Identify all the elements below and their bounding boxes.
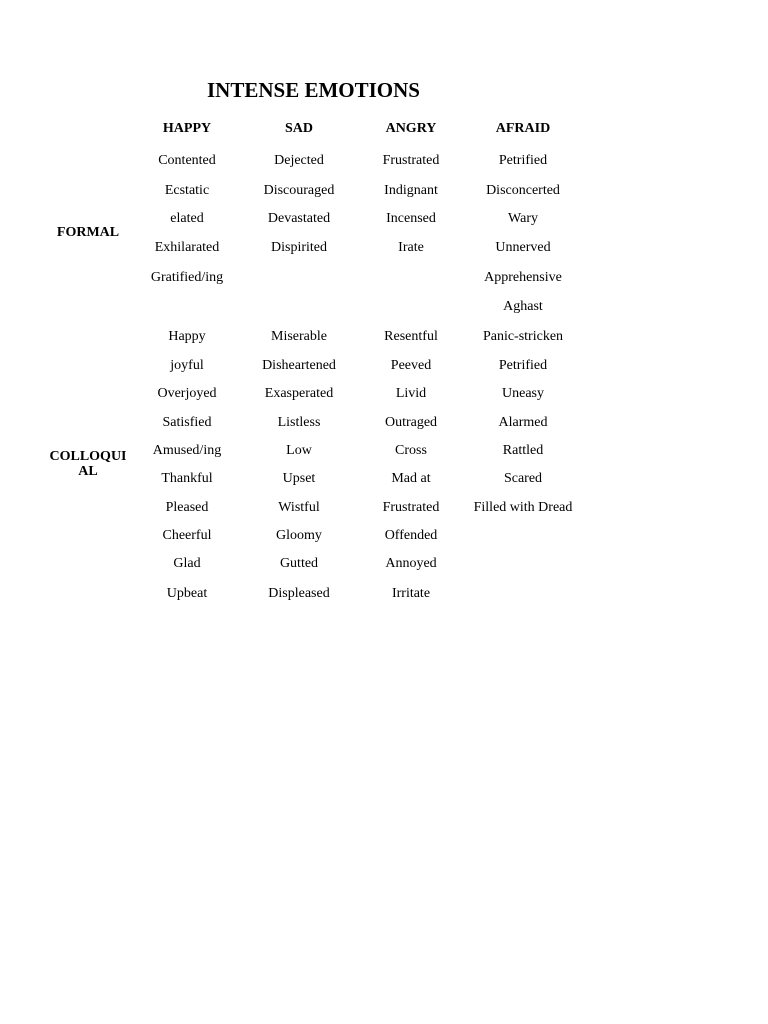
emotion-word-colloquial-happy: Glad [173,556,201,571]
emotion-word-formal-afraid: Aghast [503,299,543,314]
emotion-word-colloquial-sad: Gloomy [276,528,322,543]
emotion-word-colloquial-sad: Upset [282,471,316,486]
column-header-angry: ANGRY [385,121,437,136]
emotion-word-colloquial-sad: Wistful [278,500,320,515]
emotion-word-formal-sad: Discouraged [263,183,335,198]
emotion-word-colloquial-angry: Annoyed [385,556,437,571]
emotion-word-colloquial-afraid: Panic-stricken [482,329,564,344]
column-header-happy: HAPPY [162,121,212,136]
emotion-word-colloquial-angry: Mad at [391,471,431,486]
emotion-word-colloquial-sad: Disheartened [262,358,336,373]
emotion-word-formal-angry: Indignant [384,183,438,198]
emotion-word-colloquial-angry: Peeved [390,358,432,373]
emotion-word-colloquial-angry: Outraged [384,415,438,430]
emotion-word-colloquial-afraid: Scared [503,471,543,486]
emotion-word-formal-afraid: Apprehensive [484,270,562,285]
emotion-word-colloquial-angry: Frustrated [382,500,440,515]
emotion-word-formal-angry: Incensed [386,211,436,226]
emotion-word-formal-sad: Dispirited [271,240,327,255]
emotion-word-colloquial-sad: Miserable [271,329,327,344]
emotion-word-colloquial-sad: Low [286,443,312,458]
row-label-colloquial [44,449,132,479]
emotion-word-colloquial-afraid: Alarmed [498,415,548,430]
row-label-colloquial-line2: AL [78,464,98,479]
column-header-sad: SAD [284,121,313,136]
emotion-word-colloquial-afraid: Rattled [502,443,544,458]
emotion-word-colloquial-angry: Offended [384,528,438,543]
emotion-word-colloquial-angry: Irritate [391,586,431,601]
row-label-formal: FORMAL [56,225,120,240]
emotion-word-colloquial-sad: Exasperated [264,386,334,401]
emotion-word-formal-happy: Exhilarated [154,240,220,255]
emotion-word-formal-afraid: Unnerved [495,240,551,255]
emotion-word-formal-afraid: Disconcerted [486,183,560,198]
emotion-word-colloquial-angry: Livid [395,386,427,401]
emotion-word-colloquial-sad: Listless [277,415,321,430]
emotion-word-formal-sad: Dejected [274,153,324,168]
emotion-word-colloquial-happy: Amused/ing [152,443,222,458]
emotion-word-formal-happy: Gratified/ing [150,270,224,285]
emotion-word-colloquial-sad: Gutted [279,556,319,571]
emotion-word-formal-happy: elated [170,211,204,226]
document-title: INTENSE EMOTIONS [207,78,420,102]
emotion-word-colloquial-angry: Cross [395,443,427,458]
emotion-word-colloquial-happy: Satisfied [162,415,212,430]
column-header-afraid: AFRAID [495,121,551,136]
emotion-word-formal-happy: Ecstatic [164,183,210,198]
emotion-word-colloquial-sad: Displeased [268,586,330,601]
emotion-word-colloquial-happy: Thankful [161,471,213,486]
emotion-word-colloquial-happy: joyful [170,358,204,373]
emotion-word-colloquial-happy: Overjoyed [157,386,217,401]
emotion-word-colloquial-happy: Pleased [165,500,209,515]
emotion-word-colloquial-happy: Happy [168,329,206,344]
emotion-word-colloquial-afraid: Uneasy [502,386,544,401]
emotion-word-formal-angry: Frustrated [382,153,440,168]
emotion-word-formal-afraid: Petrified [498,153,548,168]
emotion-word-colloquial-angry: Resentful [384,329,438,344]
emotion-word-colloquial-afraid: Petrified [498,358,548,373]
emotion-word-formal-afraid: Wary [508,211,538,226]
row-label-colloquial-line1: COLLOQUI [49,449,127,464]
emotion-word-colloquial-afraid: Filled with Dread [473,500,573,515]
emotion-word-colloquial-happy: Cheerful [162,528,212,543]
emotion-word-colloquial-happy: Upbeat [166,586,208,601]
emotion-word-formal-sad: Devastated [267,211,331,226]
emotion-word-formal-angry: Irate [398,240,424,255]
emotion-word-formal-happy: Contented [158,153,216,168]
